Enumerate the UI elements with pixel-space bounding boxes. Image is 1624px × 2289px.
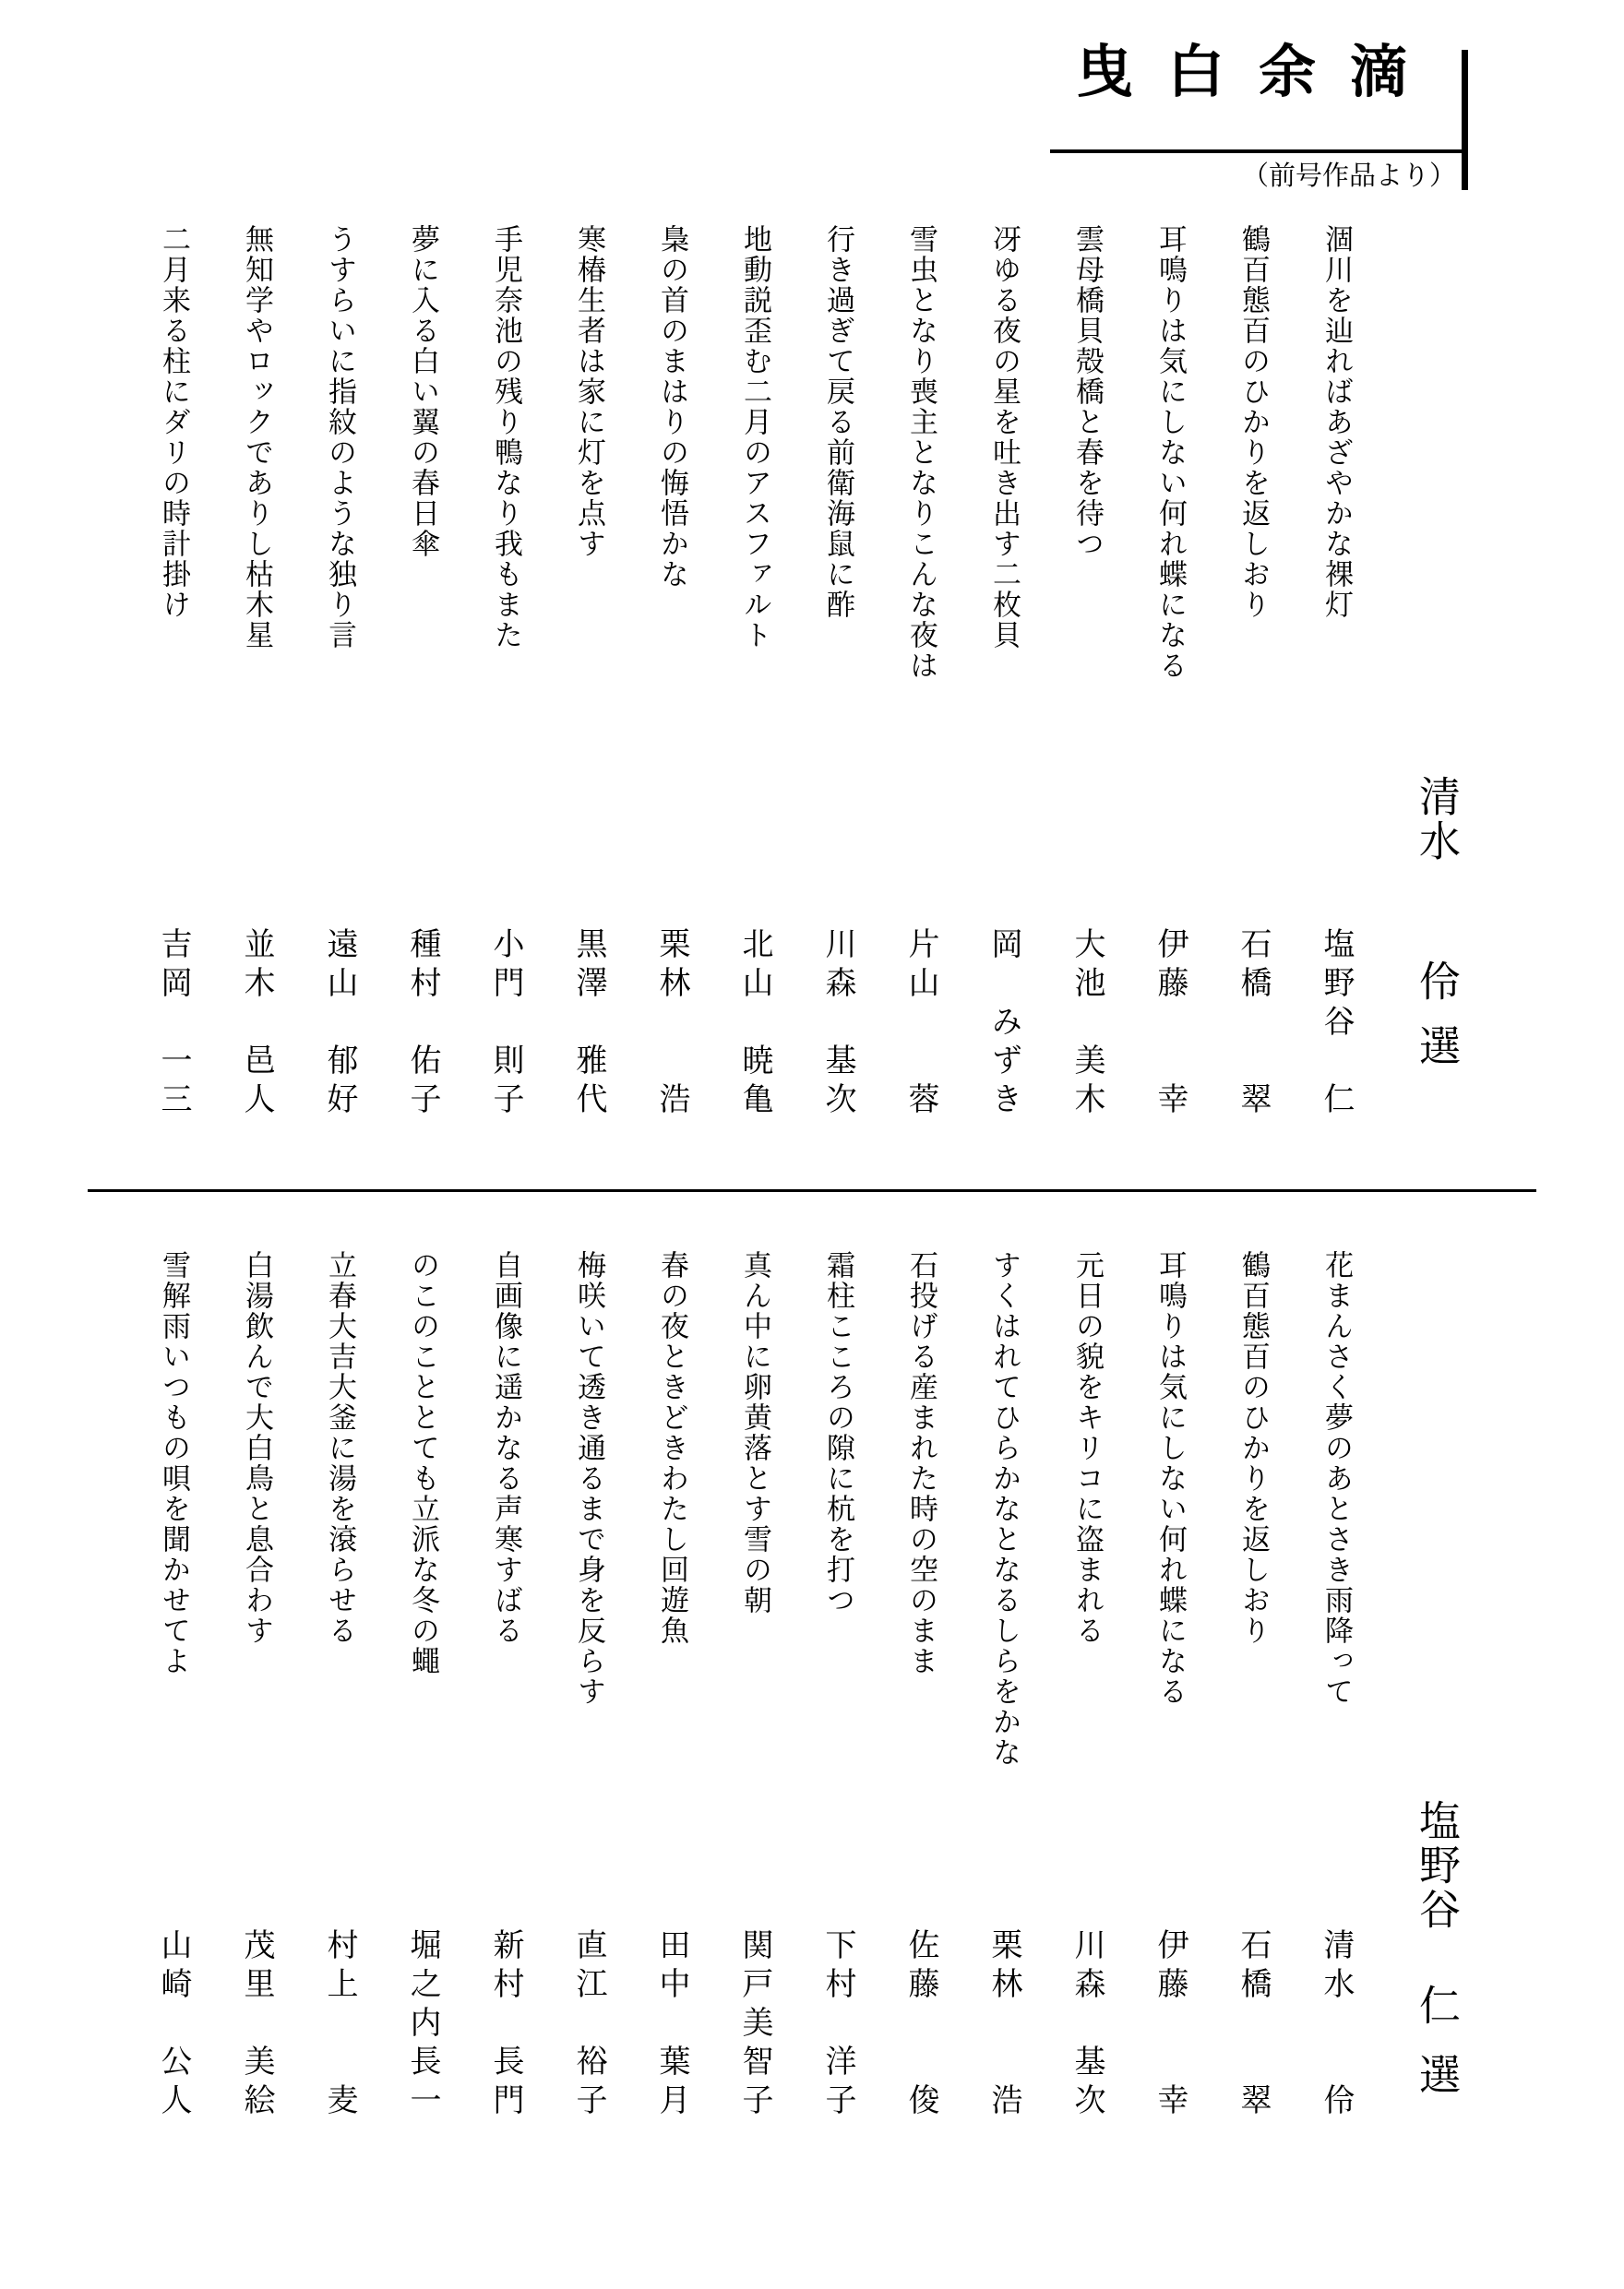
author-name — [1045, 927, 1128, 1121]
haiku-entry — [1295, 1250, 1378, 2122]
author-given: 翠 — [1235, 1082, 1272, 1121]
author-given: 裕子 — [570, 2045, 607, 2122]
author-family: 新村 — [487, 1928, 524, 2006]
haiku-text: 二月来る柱にダリの時計掛け — [157, 224, 190, 620]
selector-given-name: 伶 — [1412, 960, 1461, 1004]
haiku-text: 鶴百態百のひかりを返しおり — [1236, 1250, 1270, 1646]
author-name — [298, 1928, 381, 2122]
haiku-entry — [1045, 224, 1128, 1121]
author-given: みずき — [985, 1005, 1022, 1121]
author-given: 浩 — [653, 1082, 690, 1121]
author-given: 仁 — [1318, 1082, 1355, 1121]
haiku-text: 白湯飲んで大白鳥と息合わす — [240, 1250, 273, 1646]
author-given: 俊 — [902, 2083, 939, 2122]
author-given: 基次 — [1069, 2045, 1105, 2122]
author-given: 葉月 — [653, 2045, 690, 2122]
author-name — [464, 927, 547, 1121]
author-name — [1045, 1928, 1128, 2122]
author-family: 川森 — [819, 927, 856, 1005]
haiku-text: 自画像に遥かなる声寒すばる — [489, 1250, 522, 1646]
haiku-entry — [464, 224, 547, 1121]
selector-label: 選 — [1412, 2053, 1461, 2097]
selector-family-name: 塩野谷 — [1412, 1799, 1461, 1932]
haiku-entry — [298, 224, 381, 1121]
author-given: 蓉 — [902, 1082, 939, 1121]
haiku-text: 涸川を辿ればあざやかな裸灯 — [1320, 224, 1353, 620]
author-family: 伊藤 — [1152, 1928, 1188, 2006]
author-name — [381, 1928, 464, 2122]
author-name — [1212, 1928, 1295, 2122]
author-given: 浩 — [985, 2083, 1022, 2122]
author-family: 伊藤 — [1152, 927, 1188, 1005]
haiku-entry — [547, 1250, 630, 2122]
author-family: 堀之内長一 — [404, 1928, 441, 2122]
author-family: 山崎 — [155, 1928, 192, 2006]
haiku-entry — [1045, 1250, 1128, 2122]
author-name — [215, 927, 298, 1121]
author-name — [1295, 927, 1378, 1121]
author-family: 栗林 — [985, 1928, 1022, 2006]
author-given: 佑子 — [404, 1043, 441, 1121]
author-given: 翠 — [1235, 2083, 1272, 2122]
haiku-text: 寒椿生者は家に灯を点す — [572, 224, 605, 559]
haiku-entry — [132, 224, 215, 1121]
author-given: 基次 — [819, 1043, 856, 1121]
author-name — [1212, 927, 1295, 1121]
author-given: 長門 — [487, 2045, 524, 2122]
author-name — [547, 1928, 630, 2122]
author-given: 美木 — [1069, 1043, 1105, 1121]
haiku-entry — [215, 224, 298, 1121]
haiku-text: 立春大吉大釜に湯を滾らせる — [323, 1250, 356, 1646]
author-family: 石橋 — [1235, 1928, 1272, 2006]
author-family: 小門 — [487, 927, 524, 1005]
author-family: 石橋 — [1235, 927, 1272, 1005]
page-title: 曳白余滴 — [1076, 38, 1442, 105]
haiku-entry — [298, 1250, 381, 2122]
haiku-entry — [796, 1250, 879, 2122]
author-given: 一三 — [155, 1043, 192, 1121]
author-family: 村上 — [321, 1928, 358, 2006]
haiku-entry — [381, 1250, 464, 2122]
page-subtitle: （前号作品より） — [1242, 160, 1457, 191]
author-family: 大池 — [1069, 927, 1105, 1005]
haiku-text: 花まんさく夢のあとさき雨降って — [1320, 1250, 1353, 1707]
haiku-entry — [132, 1250, 215, 2122]
haiku-entry — [630, 224, 713, 1121]
haiku-text: 霜柱こころの隙に杭を打つ — [821, 1250, 854, 1615]
author-name — [630, 1928, 713, 2122]
author-name — [464, 1928, 547, 2122]
haiku-text: 耳鳴りは気にしない何れ蝶になる — [1153, 1250, 1187, 1707]
author-name — [630, 927, 713, 1121]
author-family: 片山 — [902, 927, 939, 1005]
author-given: 暁亀 — [736, 1043, 773, 1121]
author-name — [132, 1928, 215, 2122]
haiku-text: 手児奈池の残り鴨なり我もまた — [489, 224, 522, 650]
author-name — [547, 927, 630, 1121]
author-name — [713, 1928, 796, 2122]
author-family: 吉岡 — [155, 927, 192, 1005]
author-given: 則子 — [487, 1043, 524, 1121]
haiku-text: 春の夜ときどきわたし回遊魚 — [655, 1250, 688, 1646]
author-name — [1128, 1928, 1212, 2122]
author-family: 茂里 — [238, 1928, 275, 2006]
haiku-text: 冴ゆる夜の星を吐き出す二枚貝 — [987, 224, 1021, 650]
selector-column — [1408, 224, 1463, 1121]
haiku-entry — [713, 1250, 796, 2122]
author-name — [879, 1928, 962, 2122]
haiku-text: うすらいに指紋のような独り言 — [323, 224, 356, 650]
author-family: 黒澤 — [570, 927, 607, 1005]
haiku-entry — [547, 224, 630, 1121]
author-family: 清水 — [1318, 1928, 1355, 2006]
selector-given-name: 仁 — [1412, 1984, 1461, 2028]
haiku-entry — [962, 1250, 1045, 2122]
author-family: 田中 — [653, 1928, 690, 2006]
haiku-entry — [1212, 224, 1295, 1121]
author-given: 幸 — [1152, 1082, 1188, 1121]
author-name — [796, 927, 879, 1121]
haiku-text: 行き過ぎて戻る前衛海鼠に酢 — [821, 224, 854, 620]
author-given: 伶 — [1318, 2083, 1355, 2122]
author-given: 麦 — [321, 2083, 358, 2122]
author-name — [713, 927, 796, 1121]
haiku-entry — [381, 224, 464, 1121]
author-family: 種村 — [404, 927, 441, 1005]
haiku-text: 夢に入る白い翼の春日傘 — [406, 224, 439, 559]
author-family: 塩野谷 — [1318, 927, 1355, 1043]
author-name — [215, 1928, 298, 2122]
haiku-entry — [879, 1250, 962, 2122]
haiku-entry — [630, 1250, 713, 2122]
haiku-entry — [713, 224, 796, 1121]
haiku-text: 梅咲いて透き通るまで身を反らす — [572, 1250, 605, 1707]
haiku-section-shionoya — [132, 1250, 1467, 2122]
haiku-text: 耳鳴りは気にしない何れ蝶になる — [1153, 224, 1187, 681]
author-family: 並木 — [238, 927, 275, 1005]
author-family: 遠山 — [321, 927, 358, 1005]
author-given: 公人 — [155, 2045, 192, 2122]
author-family: 岡 — [985, 927, 1022, 966]
haiku-text: 雲母橋貝殻橋と春を待つ — [1070, 224, 1104, 559]
selector-label: 選 — [1412, 1024, 1461, 1068]
author-given: 美絵 — [238, 2045, 275, 2122]
author-family: 川森 — [1069, 1928, 1105, 2006]
selector-column — [1408, 1250, 1463, 2122]
title-underline — [1050, 149, 1465, 153]
haiku-section-shimizu — [132, 224, 1467, 1121]
haiku-entry — [215, 1250, 298, 2122]
author-name — [381, 927, 464, 1121]
haiku-text: 鶴百態百のひかりを返しおり — [1236, 224, 1270, 620]
haiku-entry — [879, 224, 962, 1121]
author-given: 幸 — [1152, 2083, 1188, 2122]
author-name — [1128, 927, 1212, 1121]
author-given: 洋子 — [819, 2045, 856, 2122]
author-family: 佐藤 — [902, 1928, 939, 2006]
author-given: 邑人 — [238, 1043, 275, 1121]
haiku-entry — [796, 224, 879, 1121]
haiku-entry — [464, 1250, 547, 2122]
author-name — [1295, 1928, 1378, 2122]
haiku-text: すくはれてひらかなとなるしらをかな — [987, 1250, 1021, 1768]
title-side-bar — [1462, 50, 1468, 190]
author-family: 下村 — [819, 1928, 856, 2006]
author-name — [962, 927, 1045, 1121]
author-family: 栗林 — [653, 927, 690, 1005]
haiku-text: 元日の貌をキリコに盗まれる — [1070, 1250, 1104, 1646]
author-name — [796, 1928, 879, 2122]
haiku-text: 雪虫となり喪主となりこんな夜は — [904, 224, 937, 681]
haiku-entry — [1128, 224, 1212, 1121]
haiku-text: 地動説歪む二月のアスファルト — [738, 224, 771, 650]
haiku-entry — [1212, 1250, 1295, 2122]
haiku-text: のこのこととても立派な冬の蠅 — [406, 1250, 439, 1676]
haiku-text: 梟の首のまはりの悔悟かな — [655, 224, 688, 590]
author-name — [879, 927, 962, 1121]
haiku-text: 無知学やロックでありし枯木星 — [240, 224, 273, 650]
haiku-entry — [962, 224, 1045, 1121]
haiku-entry — [1295, 224, 1378, 1121]
author-given: 雅代 — [570, 1043, 607, 1121]
haiku-text: 石投げる産まれた時の空のまま — [904, 1250, 937, 1676]
haiku-text: 雪解雨いつもの唄を聞かせてよ — [157, 1250, 190, 1676]
author-family: 北山 — [736, 927, 773, 1005]
section-divider — [88, 1189, 1536, 1192]
haiku-entry — [1128, 1250, 1212, 2122]
author-name — [298, 927, 381, 1121]
haiku-text: 真ん中に卵黄落とす雪の朝 — [738, 1250, 771, 1615]
selector-family-name: 清水 — [1412, 775, 1461, 864]
author-family: 直江 — [570, 1928, 607, 2006]
author-family: 関戸美智子 — [736, 1928, 773, 2122]
author-name — [962, 1928, 1045, 2122]
author-given: 郁好 — [321, 1043, 358, 1121]
author-name — [132, 927, 215, 1121]
